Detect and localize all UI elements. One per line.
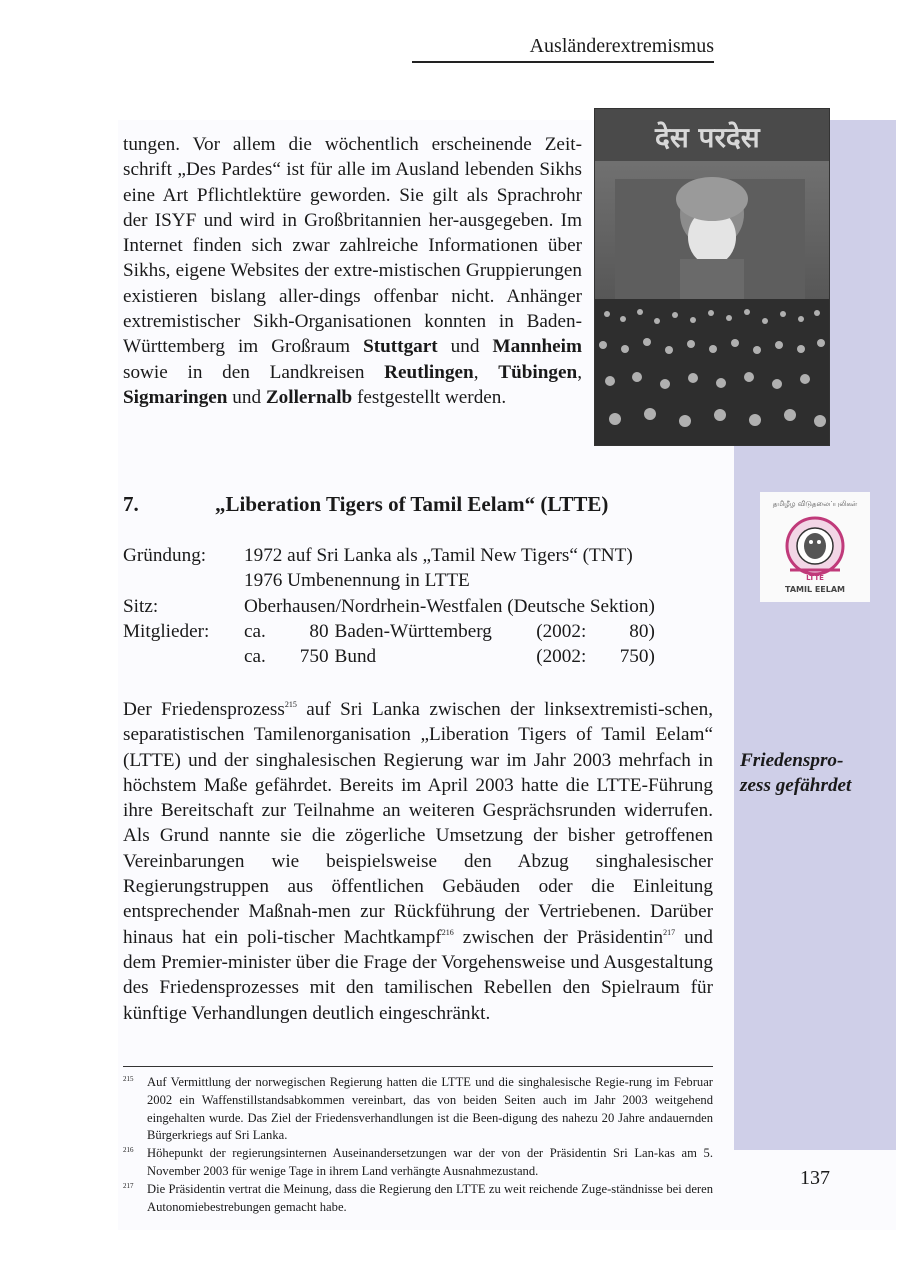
footnote-divider	[123, 1066, 713, 1067]
footnote-ref-216[interactable]: 216	[441, 927, 454, 937]
place-tuebingen: Tübingen	[498, 361, 578, 383]
des-pardes-magazine-photo	[594, 108, 830, 446]
seat-label: Sitz:	[123, 595, 159, 617]
ltte-emblem	[760, 492, 870, 602]
members-region: Baden-Württemberg	[334, 620, 492, 642]
founding-line-1: 1972 auf Sri Lanka als „Tamil New Tigers“ (TNT)	[244, 545, 633, 566]
page-number-area	[734, 1150, 896, 1230]
members-previous: 80)	[629, 620, 655, 642]
section-heading	[123, 490, 608, 518]
main-paragraph: Der Friedensprozess$^{215}$ auf Sri Lanka zwischen der linksextremisti-schen, separatistischen Tamilenorganisation „Liberation Tigers of Tamil Eelam“ (LTTE) und der singhalesischen Regierung war im Jahr 2003 mehrfach in höchstem Maße gefährdet. Bereits im April 2003 hatte die LTTE-Führung ihre Bereitschaft zur Teilnahme an weiteren Gesprächsrunden widerrufen. Als Grund nannte sie die zögerliche Umsetzung der bisher getroffenen Vereinbarungen wie beispielsweise den Abzug singhalesischer Regierungstruppen aus öffentlichen Gebäuden oder die Einleitung entsprechender Maßnah-men zur Rückführung der Vertriebenen. Darüber hinaus hat ein poli-tischer Machtkampf$^{216}$ zwischen der Präsidentin$^{217}$ und dem Premier-minister über die Frage der Vorgehensweise und Ausgestaltung des Friedensprozesses mit den tamilischen Rebellen den Spielraum für künftige Verhandlungen deutlich eingeschränkt.	[123, 699, 713, 1024]
margin-note: Friedenspro- zess gefährdet	[740, 750, 852, 797]
place-sigmaringen: Sigmaringen	[123, 386, 228, 408]
svg-text:LTTE: LTTE	[806, 574, 824, 582]
seat-value: Oberhausen/Nordrhein-Westfalen (Deutsche Sektion)	[244, 595, 655, 617]
founding-line-2: 1976 Umbenennung in LTTE	[244, 570, 470, 592]
section-number: 7.	[123, 492, 139, 516]
running-header: Ausländerextremismus	[412, 33, 714, 63]
members-row: Mitglieder: ca. 80 Baden-Württemberg (2002: 80)	[123, 619, 655, 644]
members-row: ca. 750 Bund (2002: 750)	[123, 644, 655, 669]
founding-label: Gründung:	[123, 545, 207, 566]
footnote-217: 217 Die Präsidentin vertrat die Meinung, dass die Regierung den LTTE zu weit reichende Zuge-ständnisse bei deren Autonomiebestrebungen gemacht habe.	[123, 1181, 713, 1214]
page-number: 137	[800, 1167, 830, 1189]
section-title: „Liberation Tigers of Tamil Eelam“ (LTTE)	[215, 492, 609, 516]
place-stuttgart: Stuttgart	[363, 336, 438, 358]
members-label: Mitglieder:	[123, 620, 210, 642]
intro-paragraph: tungen. Vor allem die wöchentlich erscheinende Zeit-schrift „Des Pardes“ ist für alle im Ausland lebenden Sikhs eine Art Pflichtlektüre geworden. Sie gilt als Sprachrohr der ISYF und wird in Großbritannien her-ausgegeben. Im Internet finden sich zwar zahlreiche Informationen über Sikhs, eigene Websites der extre-mistischen Gruppierungen existieren bislang aller-dings offenbar nicht. Anhänger extremistischer Sikh-Organisationen konnten in Baden-Württemberg im Großraum Stuttgart und Mannheim sowie in den Landkreisen Reutlingen, Tübingen, Sigmaringen und Zollernalb festgestellt werden.	[123, 134, 583, 408]
photo-masthead: देस परदेस	[655, 121, 760, 154]
members-count: 750	[299, 646, 329, 668]
organization-facts	[123, 543, 655, 669]
footnote-ref-215[interactable]: 215	[284, 700, 297, 709]
footnote-215: 215 Auf Vermittlung der norwegischen Regierung hatten die LTTE und die singhalesische Regie-rung im Februar 2002 ein Waffenstillstandsabkommen vereinbart, das von beiden Seiten auch im Jahr 2003 weitgehend eingehalten wurde. Das Ziel der Friedensverhandlungen ist die Been-digung des nahezu 20 Jahre andauernden Bürgerkriegs auf Sri Lanka.	[123, 1075, 713, 1143]
footnote-ref-217[interactable]: 217	[663, 927, 676, 937]
svg-text:தமிழீழ விடுதலைப்புலிகள்: தமிழீழ விடுதலைப்புலிகள்	[772, 500, 858, 508]
members-region: Bund	[334, 646, 377, 668]
place-zollernalb: Zollernalb	[265, 386, 353, 408]
place-mannheim: Mannheim	[492, 336, 583, 358]
footnotes	[123, 1074, 713, 1216]
svg-text:TAMIL EELAM: TAMIL EELAM	[784, 585, 846, 594]
place-reutlingen: Reutlingen	[384, 361, 474, 383]
members-previous: 750)	[619, 646, 655, 668]
members-count: 80	[309, 620, 329, 642]
footnote-216: 216 Höhepunkt der regierungsinternen Auseinandersetzungen war der von der Präsidentin Sri Lan-kas am 5. November 2003 für wenige Tage in ihrem Land verhängte Ausnahmezustand.	[123, 1146, 713, 1178]
